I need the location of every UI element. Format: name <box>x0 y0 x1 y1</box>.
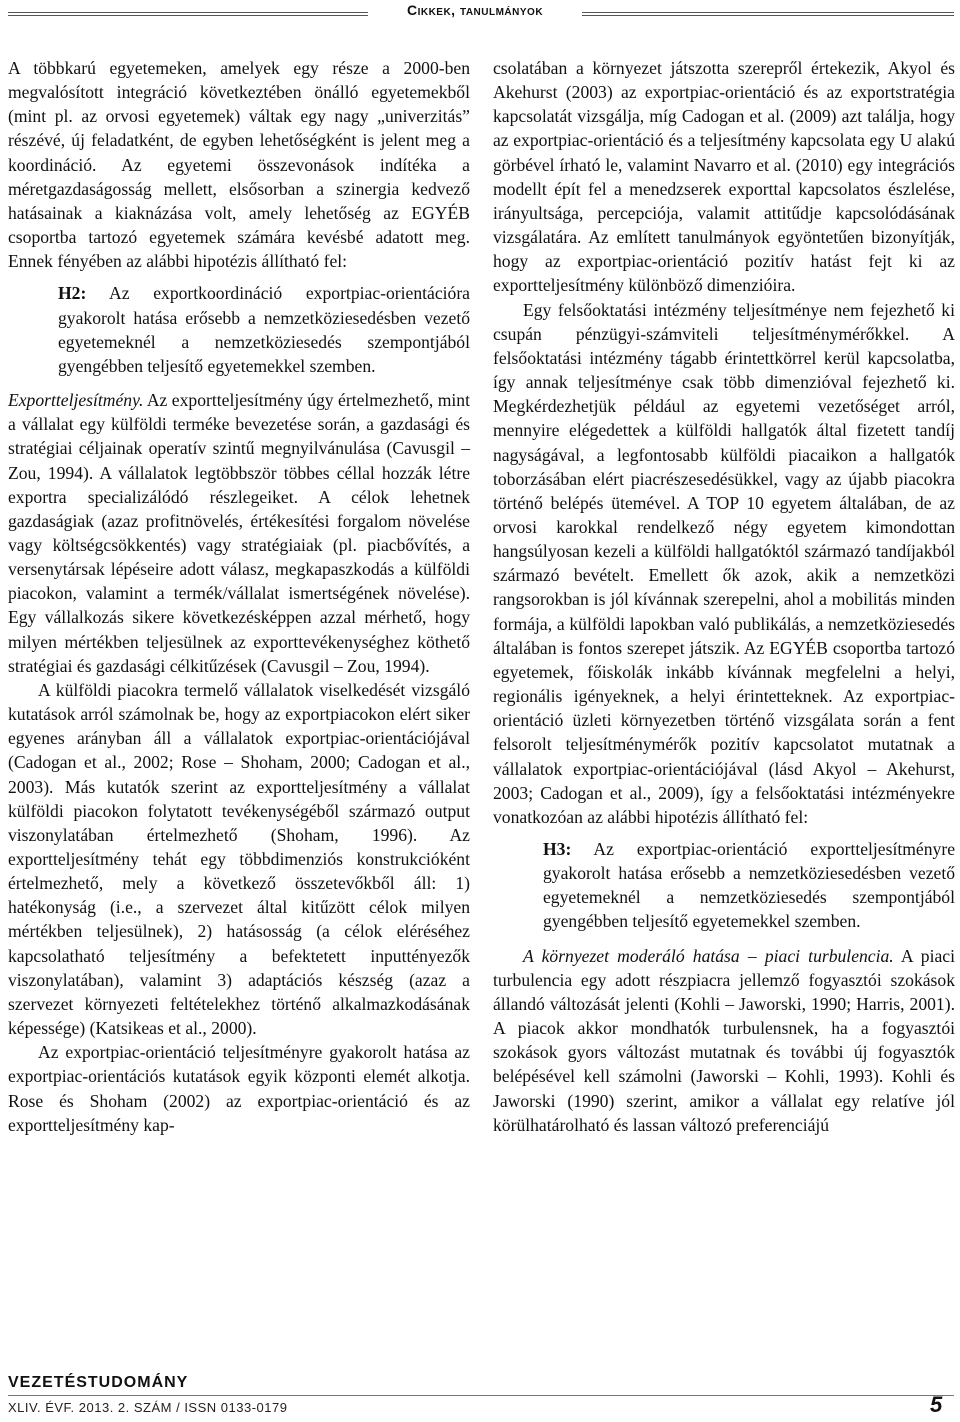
footer-rule <box>8 1395 954 1396</box>
hypothesis-h3 <box>543 837 955 934</box>
paragraph <box>493 944 955 1137</box>
left-column <box>8 56 470 1137</box>
hypothesis-label: H2: <box>58 283 87 304</box>
paragraph: Az exportpiac-orientáció teljesítményre gyakorolt hatása az exportpiac-orientációs kutatások egyik központi elemét alkotja. Rose és Shoham (2002) az exportpiac-orientáció és az exportteljesítmény kap- <box>8 1042 470 1135</box>
running-header <box>0 2 960 24</box>
run-in-heading: A környezet moderáló hatása – piaci turbulencia. <box>523 945 894 966</box>
paragraph-text: A piaci turbulencia egy adott részpiacra jellemző fogyasztói szokások állandó változását jelenti (Kohli – Jaworski, 1990; Harris, 2001). A piacok akkor mondhatók turbulensnek, ha a fogyasztói szokások gyors változást mutatnak és további új fogyasztók belépésével kell számolni (Jaworski – Kohli, 1993). Kohli és Jaworski (1990) szerint, amikor a vállalat egy relatíve jól körülhatárolható és lassan változó preferenciájú <box>493 945 955 1135</box>
section-title: Cikkek, tanulmányok <box>406 2 544 18</box>
paragraph: A külföldi piacokra termelő vállalatok viselkedését vizsgáló kutatások arról számolnak be, hogy az exportpiacokon elért siker egyenes arányban áll a vállalatok exportpiac-orientációjával (Cadogan et al., 2002; Rose – Shoham, 2000; Cadogan et al., 2003). Más kutatók szerint az exportteljesítmény a vállalat külföldi piacokon folytatott tevékenységéből származó output viszonylatában értelmezhető (Shoham, 1996). Az exportteljesítmény tehát egy többdimenziós konstrukcióként értelmezhető, mely a következő összetevőkből áll: 1) hatékonyság (i.e., a szervezet által kitűzött célok milyen mértékben teljesülnek), 2) hatásosság (a célok eléréséhez kapcsolatható teljesítmény a befektetett inputtényezők viszonylatában), valamint 3) adaptációs készség (azaz a szervezet környezeti feltételekhez történő alkalmazkodásának képessége) (Katsikeas et al., 2000). <box>8 679 470 1039</box>
right-column <box>493 56 955 1137</box>
header-rule-right <box>582 12 954 16</box>
paragraph <box>8 388 470 678</box>
issue-info: XLIV. ÉVF. 2013. 2. SZÁM / ISSN 0133-0179 <box>8 1400 288 1415</box>
header-rule-left <box>8 12 368 16</box>
run-in-heading: Exportteljesítmény. <box>8 390 144 411</box>
hypothesis-label: H3: <box>543 839 572 859</box>
journal-brand: VEZETÉSTUDOMÁNY <box>8 1374 189 1391</box>
page-number: 5 <box>930 1392 943 1417</box>
paragraph-text: Az exportteljesítmény úgy értelmezhető, mint a vállalat egy külföldi terméke bevezetése során, a gazdasági és stratégiai céljainak operatív szintű megnyilvánulása (Cavusgil – Zou, 1994). A vállalatok legtöbbször többes céllal hozzák létre exportra specializálódó részlegeiket. A célok lehetnek gazdaságiak (azaz profitnövelés, értékesítési forgalom növelése vagy költségcsökkentés) vagy stratégiaiak (pl. piacbővítés, a versenytársak lépéseire adott válasz, megkapaszkodás a külföldi piacokon, valamint a termék/vállalat ismertségének növelése). Egy vállalkozás sikere következésképpen azzal mérhető, hogy milyen mértékben teljesülnek az exporttevékenységhez köthető stratégiai és gazdasági célkitűzések (Cavusgil – Zou, 1994). <box>8 390 470 676</box>
paragraph: A többkarú egyetemeken, amelyek egy része a 2000-ben megvalósított integráció következtében önálló egyetemekből (mint pl. az orvosi egyetemek) váltak egy nagy „univerzitás” részévé, új feladatként, de egyben lehetőségként is jelent meg a koordináció. Az egyetemi összevonások indítéka a méretgazdaságosság mellett, elsősorban a szinergia kedvező hatásainak a kiaknázása volt, amely lehetőség az EGYÉB csoportba tartozó egyetemek számára kevésbé adatott meg. Ennek fényében az alábbi hipotézis állítható fel: <box>8 58 470 272</box>
hypothesis-h2 <box>58 281 470 378</box>
paragraph: Egy felsőoktatási intézmény teljesítménye nem fejezhető ki csupán pénzügyi-számviteli teljesítménymérőkkel. A felsőoktatási intézmény tágabb érintettkörrel kerül kapcsolatba, így annak teljesítménye csak több dimenzióval fejezhető ki. Megkérdezhetjük például az egyetemi vezetőséget arról, mennyire elégedettek a külföldi hallgatók által fizetett tandíj nagyságával, a legfontosabb külföldi piacaikon a hallgatók toborzásában elért piacrészesedésükkel, vagy az újabb piacokra történő belépés ütemével. A TOP 10 egyetem általában, de az orvosi karokkal rendelkező négy egyetem kimondottan hangsúlyosan kezeli a külföldi hallgatóktól származó tandíjakból származó bevételt. Emellett ők azok, akik a nemzetközi rangsorokban is jól kívánnak szerepelni, ahol a mobilitás minden formája, a külföldi lapokban való publikálás, a nemzetköziesedés általában is fontos szerepet játszik. Az EGYÉB csoportba tartozó egyetemek, főiskolák inkább kívánnak megfelelni a helyi, regionális igényeknek, a helyi érintetteknek. Az exportpiac-orientáció üzleti környezetben történő vizsgálata során a fent felsorolt teljesítménymérők pozitív kapcsolatot mutatnak a vállalatok exportpiac-orientációjával (lásd Akyol – Akehurst, 2003; Cadogan et al., 2009), így a felsőoktatási intézményekre vonatkozóan az alábbi hipotézis állítható fel: <box>493 299 955 827</box>
hypothesis-text: Az exportpiac-orientáció exportteljesítményre gyakorolt hatása erősebb a nemzetköziesedésben vezető egyetemeknél a nemzetköziesedés szempontjából gyengébben teljesítő egyetemekkel szemben. <box>543 839 955 932</box>
paragraph: csolatában a környezet játszotta szerepről értekezik, Akyol és Akehurst (2003) az exportpiac-orientáció és az exportstratégia kapcsolatát vizsgálja, míg Cadogan et al. (2009) azt találja, hogy az exportpiac-orientáció és a teljesítmény kapcsolata egy U alakú görbével írható le, valamint Navarro et al. (2010) egy integrációs modellt épít fel a menedzserek exporttal kapcsolatos észlelése, irányultsága, percepciója, valamit attitűdje kapcsolódásának vizsgálatára. Az említett tanulmányok egyöntetűen bizonyítják, hogy az exportpiac-orientáció pozitív hatást fejt ki az exportteljesítmény különböző dimenzióira. <box>493 58 955 296</box>
hypothesis-text: Az exportkoordináció exportpiac-orientációra gyakorolt hatása erősebb a nemzetköziesedésben vezető egyetemeknél a nemzetköziesedés szempontjából gyengébben teljesítő egyetemekkel szemben. <box>58 283 470 376</box>
